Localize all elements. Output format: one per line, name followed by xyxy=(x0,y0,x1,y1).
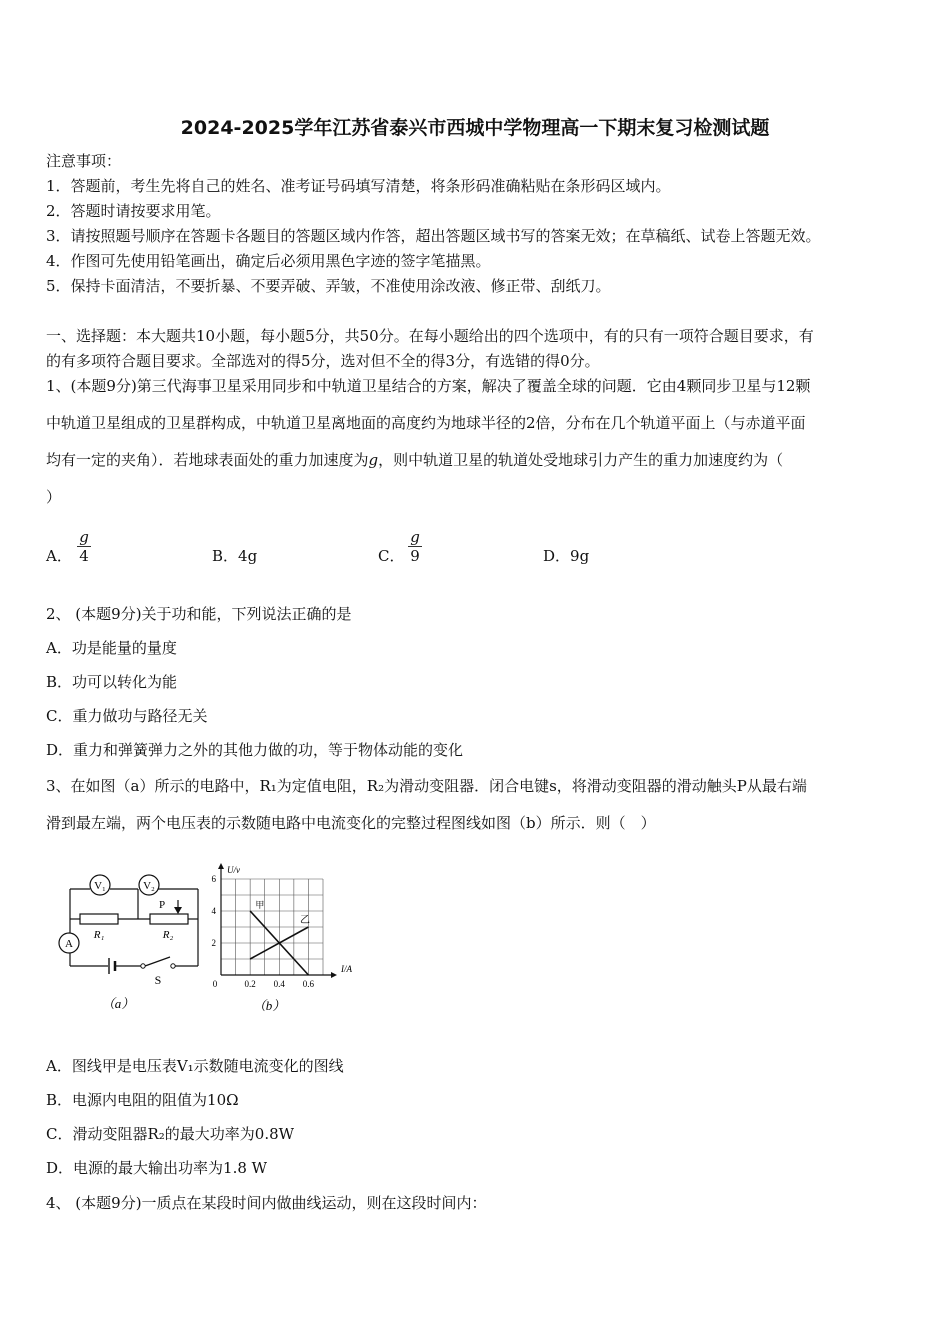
note-item: 4．作图可先使用铅笔画出，确定后必须用黑色字迹的签字笔描黑。 xyxy=(46,252,491,270)
y-tick-label: 4 xyxy=(211,906,216,916)
q1-line3b: ，则中轨道卫星的轨道处受地球引力产生的重力加速度约为（ xyxy=(378,451,784,469)
x-axis-arrow-icon xyxy=(331,972,337,978)
q3-option: C．滑动变阻器R₂的最大功率为0.8W xyxy=(46,1125,295,1143)
notes-heading: 注意事项： xyxy=(46,152,122,170)
line-yi-label: 乙 xyxy=(300,915,311,926)
y-axis-label: U/v xyxy=(227,865,240,875)
q1-line1: 1、(本题9分)第三代海事卫星采用同步和中轨道卫星结合的方案，解决了覆盖全球的问题．它由4颗同步卫星与12颗 xyxy=(46,377,811,395)
g-symbol: g xyxy=(368,451,379,469)
q1-option-d: D．9g xyxy=(543,547,590,565)
section-intro-line2: 的有多项符合题目要求。全部选对的得5分，选对但不全的得3分，有选错的得0分。 xyxy=(46,352,600,370)
note-item: 3．请按照题号顺序在答题卡各题目的答题区域内作答，超出答题区域书写的答案无效；在草稿纸、试卷上答题无效。 xyxy=(46,227,821,245)
y-tick-label: 2 xyxy=(211,938,216,948)
q1-line3a: 均有一定的夹角）．若地球表面处的重力加速度为 xyxy=(46,451,369,469)
x-tick-label: 0.2 xyxy=(244,979,256,989)
fraction-denominator: 9 xyxy=(410,547,420,565)
circuit-diagram xyxy=(50,860,210,1020)
q2-option: D．重力和弹簧弹力之外的其他力做的功，等于物体动能的变化 xyxy=(46,741,464,759)
resistor-r2 xyxy=(150,914,188,924)
q4-stem: 4、 (本题9分)一质点在某段时间内做曲线运动，则在这段时间内： xyxy=(46,1194,487,1212)
note-item: 2．答题时请按要求用笔。 xyxy=(46,202,221,220)
slider-arrow-icon xyxy=(174,907,182,914)
q3-option: D．电源的最大输出功率为1.8 W xyxy=(46,1159,268,1177)
note-item: 1．答题前，考生先将自己的姓名、准考证号码填写清楚，将条形码准确粘贴在条形码区域内。 xyxy=(46,177,671,195)
q1-option-b: B．4g xyxy=(212,547,258,565)
y-axis-arrow-icon xyxy=(218,863,224,869)
v2-label: V₂ xyxy=(143,880,155,892)
origin-label: 0 xyxy=(212,979,218,989)
q1-option-c-label: C． xyxy=(378,547,405,565)
r2-label: R₂ xyxy=(162,929,174,941)
switch-contact xyxy=(141,964,145,968)
note-item: 5．保持卡面清洁，不要折暴、不要弄破、弄皱，不准使用涂改液、修正带、刮纸刀。 xyxy=(46,277,611,295)
q3-option: B．电源内电阻的阻值为10Ω xyxy=(46,1091,239,1109)
q1-option-a-fraction xyxy=(77,528,91,565)
switch-contact xyxy=(171,964,175,968)
x-axis-label: I/A xyxy=(341,964,352,974)
s-label: S xyxy=(154,973,162,987)
q2-stem: 2、 (本题9分)关于功和能，下列说法正确的是 xyxy=(46,605,352,623)
q1-option-c-fraction xyxy=(408,528,422,565)
v1-label: V₁ xyxy=(94,880,106,892)
section-intro-line1: 一、选择题：本大题共10小题，每小题5分，共50分。在每小题给出的四个选项中，有的只有一项符合题目要求，有 xyxy=(46,327,814,345)
page-title: 2024-2025学年江苏省泰兴市西城中学物理高一下期末复习检测试题 xyxy=(180,117,770,139)
q2-option: B．功可以转化为能 xyxy=(46,673,178,691)
q3-line2: 滑到最左端，两个电压表的示数随电路中电流变化的完整过程图线如图（b）所示．则（ ） xyxy=(46,814,656,832)
q2-option: A．功是能量的量度 xyxy=(46,639,177,657)
q1-line2: 中轨道卫星组成的卫星群构成，中轨道卫星离地面的高度约为地球半径的2倍，分布在几个轨道平面上（与赤道平面 xyxy=(46,414,806,432)
y-tick-label: 6 xyxy=(211,874,216,884)
q2-option: C．重力做功与路径无关 xyxy=(46,707,208,725)
ammeter-label: A xyxy=(65,938,73,950)
q1-line3 xyxy=(46,450,783,470)
fraction-numerator: g xyxy=(77,528,91,547)
r1-label: R₁ xyxy=(93,929,105,941)
q3-line1: 3、在如图（a）所示的电路中，R₁为定值电阻，R₂为滑动变阻器．闭合电键s，将滑动变阻器的滑动触头P从最右端 xyxy=(46,777,807,795)
q1-line4: ） xyxy=(46,488,62,506)
line-jia-label: 甲 xyxy=(255,899,265,910)
p-label: P xyxy=(158,899,166,911)
x-tick-label: 0.6 xyxy=(302,979,315,989)
x-tick-label: 0.4 xyxy=(273,979,285,989)
resistor-r1 xyxy=(80,914,118,924)
q3-option: A．图线甲是电压表V₁示数随电流变化的图线 xyxy=(46,1057,344,1075)
figure-b-caption: （b） xyxy=(252,998,286,1013)
fraction-numerator: g xyxy=(408,528,422,547)
figure-a-caption: （a） xyxy=(101,996,135,1011)
fraction-denominator: 4 xyxy=(79,547,89,565)
ui-graph xyxy=(205,855,365,1020)
q1-option-a-label: A． xyxy=(46,547,72,565)
